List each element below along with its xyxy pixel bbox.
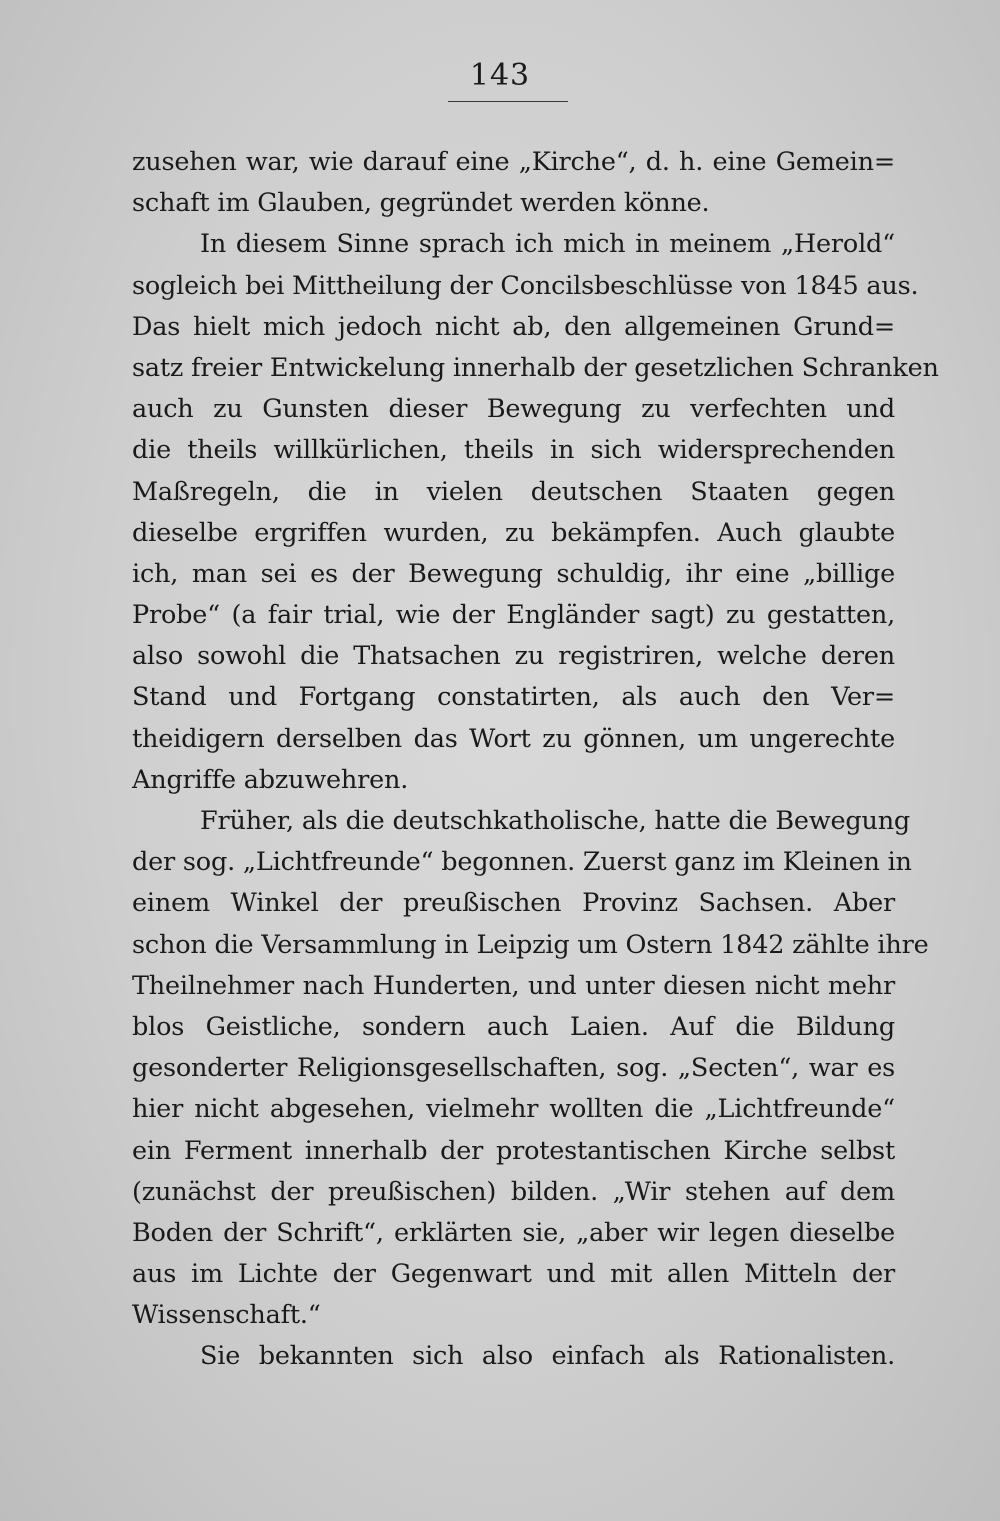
text-line: dieselbe ergriffen wurden, zu bekämpfen. Auch glaubte [132, 517, 895, 548]
text-line: Das hielt mich jedoch nicht ab, den allgemeinen Grund= [132, 311, 895, 342]
header-rule [448, 101, 568, 102]
page-number: 143 [469, 58, 531, 93]
text-line: also sowohl die Thatsachen zu registriren, welche deren [132, 641, 895, 672]
text-line: Theilnehmer nach Hunderten, und unter diesen nicht mehr [132, 970, 895, 1001]
text-line: Maßregeln, die in vielen deutschen Staaten gegen [132, 476, 895, 507]
text-line: schaft im Glauben, gegründet werden könne. [132, 188, 710, 219]
text-line: hier nicht abgesehen, vielmehr wollten die „Lichtfreunde“ [132, 1094, 895, 1125]
text-line: Boden der Schrift“, erklärten sie, „aber wir legen dieselbe [132, 1217, 895, 1248]
body-text [132, 142, 939, 1378]
text-line: Angriffe abzuwehren. [132, 764, 409, 795]
text-line: Probe“ (a fair trial, wie der Engländer sagt) zu gestatten, [132, 600, 895, 631]
text-line: ich, man sei es der Bewegung schuldig, ihr eine „billige [132, 558, 895, 589]
text-line: blos Geistliche, sondern auch Laien. Auf die Bildung [132, 1011, 895, 1042]
text-line: einem Winkel der preußischen Provinz Sachsen. Aber [132, 888, 895, 919]
text-line: sogleich bei Mittheilung der Concilsbeschlüsse von 1845 aus. [132, 270, 919, 301]
text-line: gesonderter Religionsgesellschaften, sog. „Secten“, war es [132, 1053, 895, 1084]
text-line: theidigern derselben das Wort zu gönnen, um ungerechte [132, 723, 895, 754]
text-line: aus im Lichte der Gegenwart und mit allen Mitteln der [132, 1259, 895, 1290]
text-line: auch zu Gunsten dieser Bewegung zu verfechten und [132, 394, 895, 425]
text-line: Wissenschaft.“ [132, 1300, 321, 1331]
text-line: (zunächst der preußischen) bilden. „Wir stehen auf dem [132, 1176, 895, 1207]
text-line: zusehen war, wie darauf eine „Kirche“, d. h. eine Gemein= [132, 147, 895, 177]
text-line: satz freier Entwickelung innerhalb der gesetzlichen Schranken [132, 352, 939, 383]
paragraph-first-line: Sie bekannten sich also einfach als Rationalisten. [200, 1341, 895, 1372]
paragraph-first-line: In diesem Sinne sprach ich mich in meinem „Herold“ [200, 229, 895, 260]
text-line: die theils willkürlichen, theils in sich widersprechenden [132, 435, 895, 466]
text-line: schon die Versammlung in Leipzig um Ostern 1842 zählte ihre [132, 929, 929, 960]
text-line: der sog. „Lichtfreunde“ begonnen. Zuerst ganz im Kleinen in [132, 847, 912, 878]
text-line: ein Ferment innerhalb der protestantischen Kirche selbst [132, 1135, 895, 1166]
text-line: Stand und Fortgang constatirten, als auch den Ver= [132, 682, 895, 713]
paragraph-first-line: Früher, als die deutschkatholische, hatte die Bewegung [200, 806, 911, 836]
